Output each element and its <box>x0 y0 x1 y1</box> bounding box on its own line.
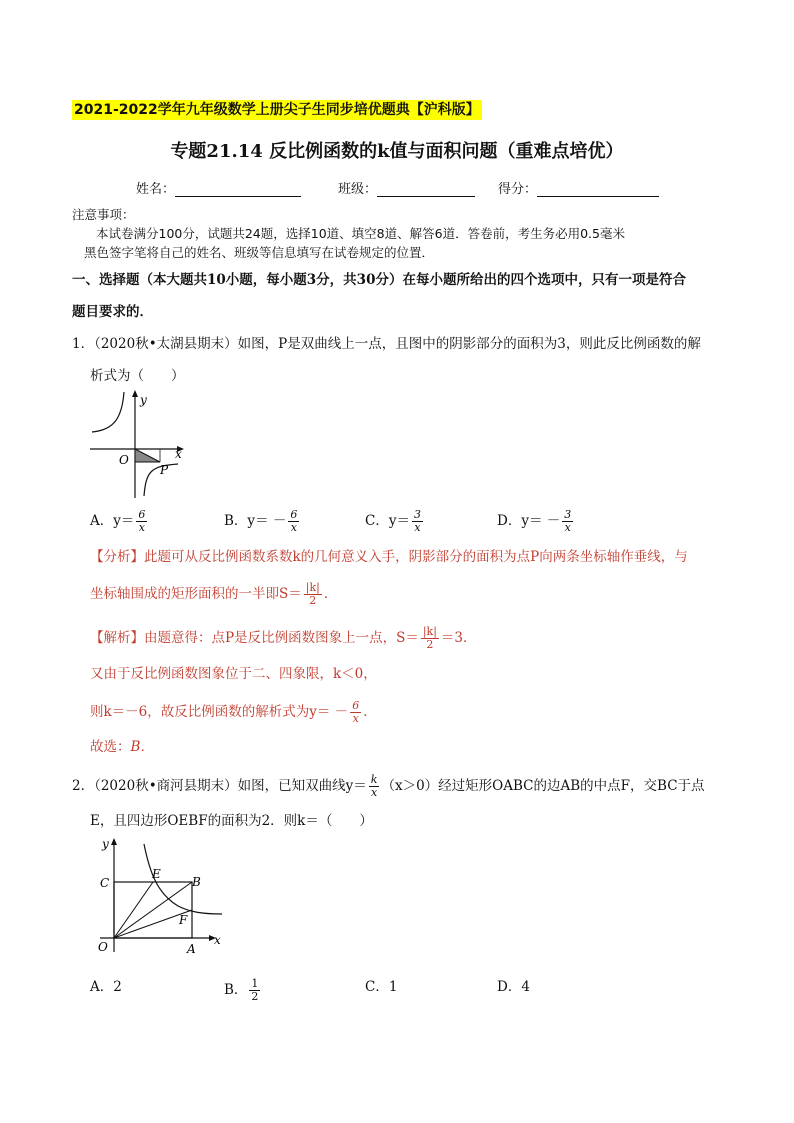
q2-y-arrow <box>111 838 117 845</box>
solution-tag: 【解析】 <box>90 630 144 646</box>
q2-y-label: y <box>102 837 109 851</box>
q2-figure <box>90 834 230 958</box>
section-1-heading: 一、选择题（本大题共10小题，每小题3分，共30分）在每小题所给出的四个选项中，只有一项是符合 <box>72 272 686 288</box>
q2-b-label: B <box>192 875 201 889</box>
q1-x-label: x <box>175 447 182 461</box>
q1-point-p-label: P <box>160 463 169 477</box>
name-label: 姓名： <box>136 182 176 197</box>
notes-line-1: 本试卷满分100分，试题共24题，选择10道、填空8道、解答6道．答卷前，考生务必用0.5毫米 <box>96 226 625 241</box>
score-label: 得分： <box>498 182 538 197</box>
q1-option-a[interactable]: A．y＝ $\frac{6}{x}$ <box>90 508 146 534</box>
q1-option-d[interactable]: D．y＝ － $\frac{3}{x}$ <box>497 508 572 534</box>
q1-stem: 1．（2020秋•太湖县期末）如图，P是双曲线上一点，且图中的阴影部分的面积为3，则此反比例函数的解 <box>72 336 701 352</box>
q1-figure <box>86 388 196 500</box>
q2-e-label: E <box>152 867 161 881</box>
q2-option-a[interactable]: A．2 <box>90 979 122 995</box>
q1-answer: 故选：B． <box>90 739 154 755</box>
q1-analysis-line-1: 【分析】此题可从反比例函数系数k的几何意义入手，阴影部分的面积为点P向两条坐标轴作垂线，与 <box>90 549 688 565</box>
q2-diagonal-ob <box>114 882 192 938</box>
q2-option-d[interactable]: D．4 <box>497 979 530 995</box>
q2-x-label: x <box>214 933 221 947</box>
class-blank[interactable] <box>377 182 475 197</box>
q2-c-label: C <box>100 876 110 890</box>
q2-stem: 2．（2020秋•商河县期末）如图，已知双曲线y＝ $\frac{k}{x}$ （x＞0）经过矩形OABC的边AB的中点F，交BC于点 <box>72 773 705 799</box>
q1-shaded-triangle <box>135 449 160 462</box>
score-blank[interactable] <box>537 182 659 197</box>
section-1-heading-cont: 题目要求的． <box>72 304 153 320</box>
q1-origin-label: O <box>119 453 129 467</box>
q1-solution-line-1: 【解析】由题意得：点P是反比例函数图象上一点，S＝ $\frac{|k|}{2}$ ＝3． <box>90 625 477 651</box>
q1-analysis-line-2: 坐标轴围成的矩形面积的一半即S＝ $\frac{|k|}{2}$ ． <box>90 581 338 607</box>
q1-y-label: y <box>140 393 147 407</box>
q2-o-label: O <box>98 940 108 954</box>
q1-option-c[interactable]: C．y＝ $\frac{3}{x}$ <box>365 508 421 534</box>
score-field[interactable] <box>498 178 659 197</box>
q2-a-label: A <box>187 942 196 956</box>
info-fields <box>0 178 794 197</box>
q2-stem-cont: E，且四边形OEBF的面积为2．则k＝（ ） <box>90 813 373 829</box>
analysis-tag: 【分析】 <box>90 549 144 565</box>
name-field[interactable] <box>136 178 301 197</box>
notes-line-2: 黑色签字笔将自己的姓名、班级等信息填写在试卷规定的位置． <box>84 245 435 260</box>
page-title: 专题21.14 反比例函数的k值与面积问题（重难点培优） <box>170 141 624 162</box>
notes-heading: 注意事项： <box>72 207 135 222</box>
q2-option-b[interactable]: B． $\frac{1}{2}$ <box>224 977 259 1003</box>
q1-solution-line-3: 则k＝－6，故反比例函数的解析式为y＝ － $\frac{6}{x}$ ． <box>90 699 377 725</box>
class-label: 班级： <box>338 182 378 197</box>
q1-y-arrow <box>132 390 138 397</box>
q2-f-label: F <box>179 913 188 927</box>
q1-stem-cont: 析式为（ ） <box>90 368 185 384</box>
q2-option-c[interactable]: C．1 <box>365 979 398 995</box>
class-field[interactable] <box>338 178 475 197</box>
name-blank[interactable] <box>175 182 301 197</box>
q1-option-b[interactable]: B．y＝ － $\frac{6}{x}$ <box>224 508 298 534</box>
q2-line-oe <box>114 882 153 938</box>
series-banner: 2021-2022学年九年级数学上册尖子生同步培优题典【沪科版】 <box>74 102 480 118</box>
q1-solution-line-2: 又由于反比例函数图象位于二、四象限，k＜0， <box>90 666 377 682</box>
q1-curve-left <box>92 392 124 432</box>
